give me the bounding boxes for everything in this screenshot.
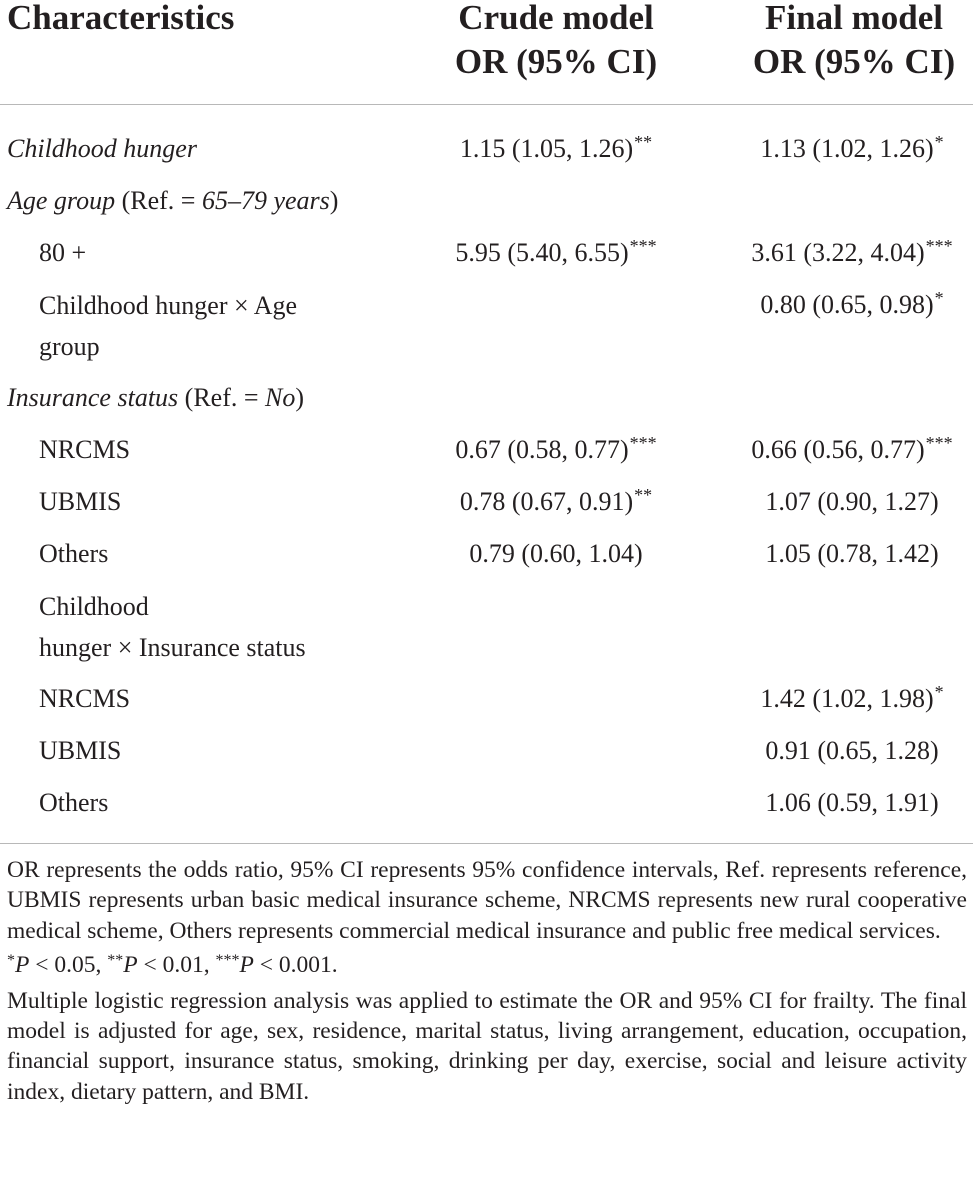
final-or-value: 3.61 (3.22, 4.04)*** xyxy=(751,236,953,267)
table-row-nrcms xyxy=(0,424,973,476)
footnote-abbreviations: OR represents the odds ratio, 95% CI represents 95% confidence intervals, Ref. represents reference, UBMIS represents urban basic medical insurance scheme, NRCMS represents new rural cooperative medical scheme, Others represents commercial medical insurance and public free medical services. xyxy=(7,857,967,944)
crude-or-value: 5.95 (5.40, 6.55)*** xyxy=(455,236,657,267)
final-or-value: 0.66 (0.56, 0.77)*** xyxy=(751,433,953,464)
significance-marker: *** xyxy=(925,433,953,453)
final-or-value: 1.13 (1.02, 1.26)* xyxy=(760,132,944,163)
crude-or-value: 0.78 (0.67, 0.91)** xyxy=(459,485,653,516)
final-or-value: 1.06 (0.59, 1.91) xyxy=(765,788,939,817)
header-final-or: OR (95% CI) xyxy=(752,42,956,81)
significance-marker: * xyxy=(934,288,944,308)
crude-or-value: 0.67 (0.58, 0.77)*** xyxy=(455,433,657,464)
row-label: Childhood hunger xyxy=(7,134,197,163)
table-row-interaction-others xyxy=(0,777,973,829)
header-crude-model xyxy=(440,0,672,84)
row-label: Childhood hunger × Age group xyxy=(39,291,298,361)
row-label: Insurance status (Ref. = No) xyxy=(7,383,305,412)
footnote-significance: *P < 0.05, **P < 0.01, ***P < 0.001. xyxy=(7,952,338,979)
significance-marker: * xyxy=(934,132,944,152)
significance-marker: *** xyxy=(629,236,657,256)
table-row-interaction-nrcms xyxy=(0,673,973,725)
header-characteristics: Characteristics xyxy=(7,0,235,37)
row-label: NRCMS xyxy=(39,684,131,713)
final-or-value: 1.07 (0.90, 1.27) xyxy=(765,487,939,516)
table-row-ubmis xyxy=(0,476,973,528)
table-header xyxy=(0,0,973,105)
crude-or-value: 1.15 (1.05, 1.26)** xyxy=(459,132,653,163)
table-row-hunger-x-age xyxy=(0,279,973,369)
significance-marker: *** xyxy=(629,433,657,453)
table-row-age-80 xyxy=(0,227,973,279)
row-label: Childhood hunger × Insurance status xyxy=(39,592,306,662)
row-label: Age group (Ref. = 65–79 years) xyxy=(7,186,339,215)
table-row-hunger-x-insurance xyxy=(0,586,973,670)
header-final-title: Final model xyxy=(765,0,943,37)
row-label: 80 + xyxy=(39,238,87,267)
significance-marker: ** xyxy=(634,132,653,152)
table-row-others xyxy=(0,528,973,580)
table-row-insurance-status xyxy=(0,372,973,424)
row-label: UBMIS xyxy=(39,736,122,765)
footnote-method: Multiple logistic regression analysis was applied to estimate the OR and 95% CI for frailty. The final model is adjusted for age, sex, residence, marital status, living arrangement, education, occupation, financial support, insurance status, smoking, drinking per day, exercise, social and leisure activity index, dietary pattern, and BMI. xyxy=(7,987,967,1105)
table-divider xyxy=(0,843,973,844)
table-row-age-group xyxy=(0,175,973,227)
row-label: Others xyxy=(39,539,109,568)
row-label: Others xyxy=(39,788,109,817)
table-row-interaction-ubmis xyxy=(0,725,973,777)
row-label: UBMIS xyxy=(39,487,122,516)
header-crude-title: Crude model xyxy=(458,0,654,37)
final-or-value: 1.42 (1.02, 1.98)* xyxy=(760,682,944,713)
header-crude-or: OR (95% CI) xyxy=(454,42,658,81)
final-or-value: 0.91 (0.65, 1.28) xyxy=(765,736,939,765)
table-row-childhood-hunger xyxy=(0,123,973,175)
final-or-value: 0.80 (0.65, 0.98)* xyxy=(760,288,944,319)
significance-marker: *** xyxy=(925,236,953,256)
table-footnotes xyxy=(7,855,967,1107)
header-final-model xyxy=(748,0,960,84)
final-or-value: 1.05 (0.78, 1.42) xyxy=(765,539,939,568)
significance-marker: ** xyxy=(634,485,653,505)
significance-marker: * xyxy=(934,682,944,702)
row-label: NRCMS xyxy=(39,435,131,464)
crude-or-value: 0.79 (0.60, 1.04) xyxy=(469,539,643,568)
